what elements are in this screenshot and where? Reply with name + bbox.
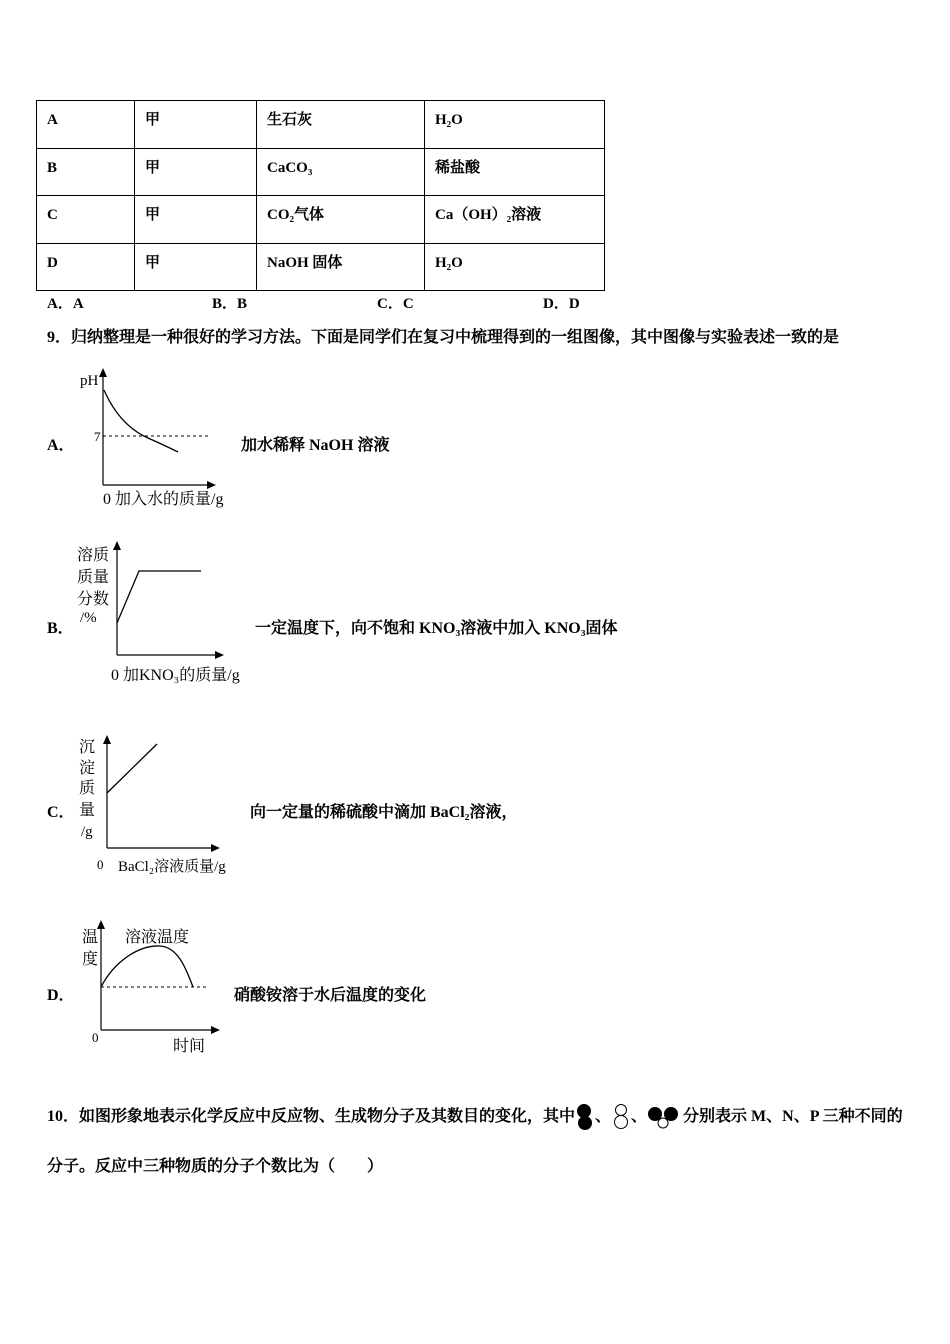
graph-c-x-arrow (211, 844, 220, 852)
q10-stem-before-icons: 10．如图形象地表示化学反应中反应物、生成物分子及其数目的变化，其中 (47, 1108, 576, 1125)
graph-a-ylabel: pH (80, 373, 99, 389)
graph-b-x-arrow (215, 651, 224, 659)
atom (578, 1116, 592, 1130)
table-cell-device: 甲 (135, 148, 257, 196)
q9-option-a-letter: A． (47, 437, 75, 454)
table-cell-device: 甲 (135, 101, 257, 149)
atom (577, 1104, 591, 1118)
table-cell-substance-1: CaCO₃ (257, 148, 425, 196)
n-molecule-icon (611, 1102, 631, 1132)
graph-a-x-arrow (207, 481, 216, 489)
graph-c-ylabel-char: 沉 (79, 739, 96, 756)
graph-c-origin: 0 (97, 857, 104, 872)
table-cell-substance-2: 稀盐酸 (425, 148, 605, 196)
table-row (37, 101, 605, 149)
q10-stem-after-icons: 分别表示 M、N、P 三种不同的 (683, 1108, 903, 1125)
graph-b-ylabel-line: 质量 (77, 569, 110, 586)
graph-c-xlabel: BaCl₂溶液质量/g (118, 859, 226, 875)
q9-option-b-text: 一定温度下，向不饱和 KNO₃溶液中加入 KNO₃固体 (255, 620, 618, 637)
table-cell-option: C (37, 196, 135, 244)
atom (658, 1118, 668, 1128)
graph-c-ylabel-unit: /g (81, 824, 93, 840)
graph-d-origin: 0 (92, 1030, 99, 1045)
table-cell-substance-1: CO₂气体 (257, 196, 425, 244)
graph-b-xlabel: 0 加KNO₃的质量/g (111, 667, 240, 684)
m-molecule-icon (575, 1102, 595, 1132)
graph-a-ref-tick: 7 (94, 429, 101, 444)
q10-separator: 、 (595, 1108, 612, 1125)
graph-d-curve-label: 溶液温度 (125, 929, 190, 946)
q9-stem: 9．归纳整理是一种很好的学习方法。下面是同学们在复习中梳理得到的一组图像，其中图像与实验表述一致的是 (47, 329, 840, 346)
q9-graph-b (70, 535, 260, 690)
graph-a-curve (104, 390, 178, 452)
graph-b-y-arrow (113, 541, 121, 550)
graph-b-ylabel-line: 溶质 (77, 547, 110, 564)
graph-d-ylabel-char: 温 (82, 929, 99, 946)
table-cell-substance-1: NaOH 固体 (257, 243, 425, 291)
table-cell-substance-2: Ca（OH）₂溶液 (425, 196, 605, 244)
graph-b-curve (117, 571, 201, 623)
q8-choice-a: A．A (47, 296, 84, 312)
q9-option-c-text: 向一定量的稀硫酸中滴加 BaCl₂溶液， (250, 804, 518, 821)
graph-c-ylabel-char: 量 (79, 802, 96, 819)
graph-d-x-arrow (211, 1026, 220, 1034)
graph-a-y-arrow (99, 368, 107, 377)
graph-d-curve (101, 946, 193, 987)
table-cell-option: D (37, 243, 135, 291)
table-cell-device: 甲 (135, 243, 257, 291)
options-table (36, 100, 605, 291)
graph-c-ylabel-char: 质 (79, 780, 96, 797)
q9-graph-a (70, 360, 250, 515)
table-row (37, 148, 605, 196)
q10-stem-line-1 (47, 1102, 903, 1132)
graph-b-ylabel-line: 分数 (77, 591, 110, 608)
graph-b-ylabel-unit: /% (80, 610, 97, 626)
q8-choice-c: C．C (377, 296, 414, 312)
p-molecule-icon (647, 1102, 683, 1132)
q9-option-d-text: 硝酸铵溶于水后温度的变化 (234, 987, 427, 1004)
table-cell-substance-2: H₂O (425, 101, 605, 149)
graph-c-curve (107, 744, 157, 793)
table-cell-option: A (37, 101, 135, 149)
graph-c-y-arrow (103, 735, 111, 744)
q8-choice-d: D．D (543, 296, 580, 312)
q10-stem-line-2: 分子。反应中三种物质的分子个数比为（ ） (47, 1158, 384, 1175)
table-row (37, 196, 605, 244)
q10-separator: 、 (631, 1108, 648, 1125)
q9-option-a-text: 加水稀释 NaOH 溶液 (241, 437, 390, 454)
graph-c-ylabel-char: 淀 (79, 760, 96, 777)
atom (615, 1116, 628, 1129)
graph-d-ylabel-char: 度 (82, 951, 99, 968)
atom (616, 1105, 627, 1116)
q9-option-d-letter: D． (47, 987, 75, 1004)
table-row (37, 243, 605, 291)
graph-d-y-arrow (97, 920, 105, 929)
table-cell-substance-2: H₂O (425, 243, 605, 291)
q9-graph-d (70, 915, 260, 1060)
table-cell-option: B (37, 148, 135, 196)
q9-option-b-letter: B． (47, 620, 74, 637)
q9-option-c-letter: C． (47, 804, 75, 821)
q8-choice-b: B．B (212, 296, 248, 312)
graph-d-xlabel: 时间 (173, 1038, 206, 1055)
table-cell-device: 甲 (135, 196, 257, 244)
graph-a-xlabel: 0 加入水的质量/g (103, 491, 224, 508)
table-cell-substance-1: 生石灰 (257, 101, 425, 149)
q9-graph-c (70, 728, 260, 878)
